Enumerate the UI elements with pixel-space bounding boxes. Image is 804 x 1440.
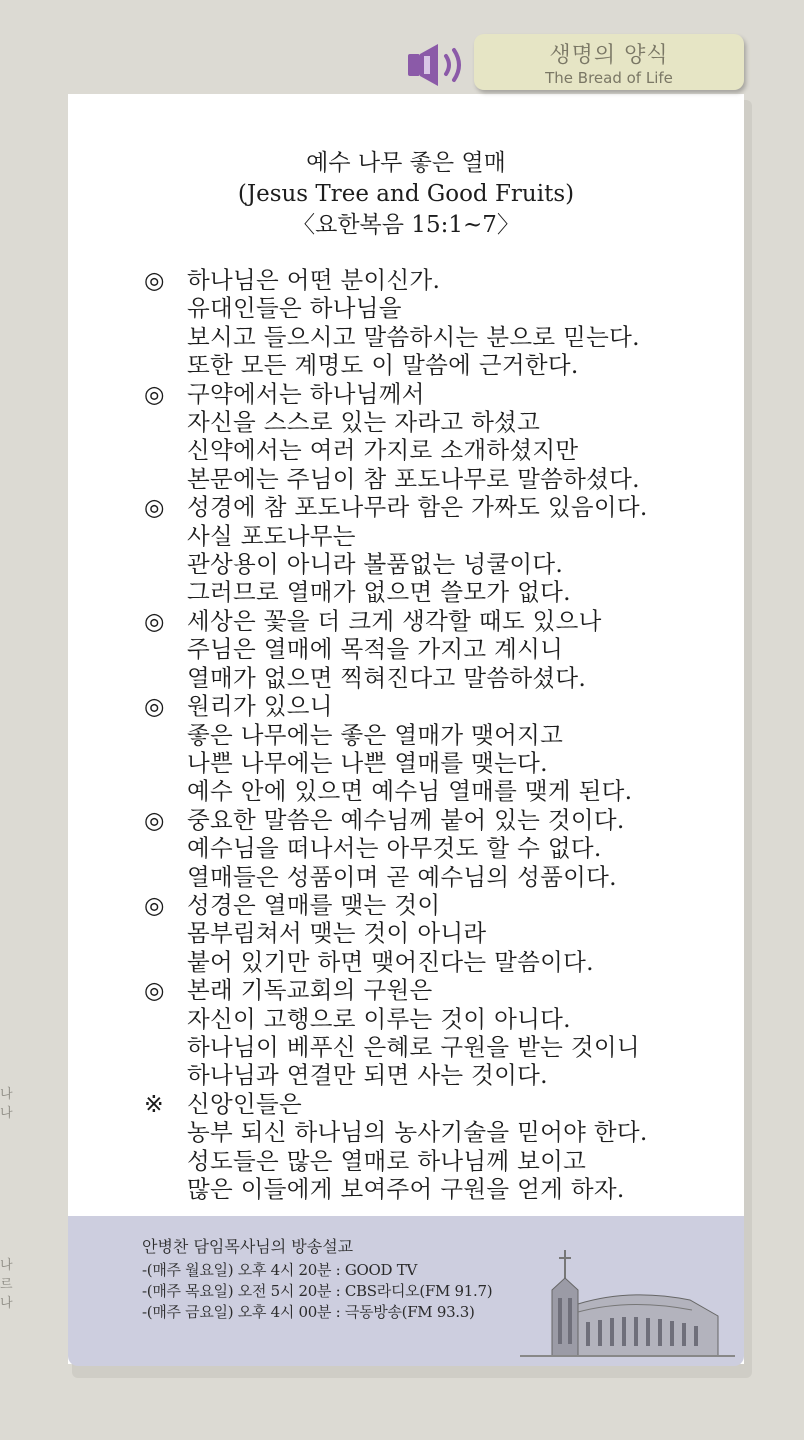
- bullet-mark: ※: [144, 1089, 164, 1118]
- sermon-point: [144, 493, 734, 607]
- sermon-line: 본문에는 주님이 참 포도나무로 말씀하셨다.: [187, 464, 640, 493]
- sermon-line: 많은 이들에게 보여주어 구원을 얻게 하자.: [187, 1175, 625, 1203]
- sermon-line: 구약에서는 하나님께서: [187, 379, 425, 408]
- sermon-line: 예수 안에 있으면 예수님 열매를 맺게 된다.: [187, 777, 633, 806]
- sermon-line: 몸부림쳐서 맺는 것이 아니라: [187, 919, 487, 948]
- sermon-line: 열매들은 성품이며 곧 예수님의 성품이다.: [187, 862, 617, 891]
- sermon-point: [144, 266, 734, 380]
- sermon-line: 보시고 들으시고 말씀하시는 분으로 믿는다.: [187, 322, 640, 351]
- sermon-line: 그러므로 열매가 없으면 쓸모가 없다.: [187, 578, 571, 607]
- sermon-line: 주님은 열매에 목적을 가지고 계시니: [187, 635, 564, 664]
- sermon-line: 관상용이 아니라 볼품없는 넝쿨이다.: [187, 550, 564, 579]
- bullet-mark: ◎: [144, 379, 165, 408]
- sermon-line: 성도들은 많은 열매로 하나님께 보이고: [187, 1146, 587, 1175]
- schedule-monday: -(매주 월요일) 오후 4시 20분 : GOOD TV: [142, 1261, 417, 1279]
- bullet-mark: ◎: [144, 692, 165, 721]
- sermon-line: 농부 되신 하나님의 농사기술을 믿어야 한다.: [187, 1118, 648, 1147]
- sermon-line: 예수님을 떠나서는 아무것도 할 수 없다.: [187, 834, 602, 863]
- sermon-line: 또한 모든 계명도 이 말씀에 근거한다.: [187, 351, 579, 380]
- sermon-body: [144, 266, 734, 1203]
- bullet-mark: ◎: [144, 890, 165, 919]
- sermon-line: 사실 포도나무는: [187, 521, 356, 550]
- sermon-line: 성경에 참 포도나무라 함은 가짜도 있음이다.: [187, 493, 648, 522]
- sermon-point: [144, 891, 734, 976]
- sermon-point: [144, 806, 734, 891]
- sermon-line: 하나님은 어떤 분이신가.: [187, 266, 441, 294]
- bullet-mark: ◎: [144, 266, 165, 294]
- schedule-thursday: -(매주 목요일) 오전 5시 20분 : CBS라디오(FM 91.7): [142, 1282, 493, 1300]
- speaker-volume-icon[interactable]: [404, 40, 470, 90]
- sermon-line: 자신이 고행으로 이루는 것이 아니다.: [187, 1004, 571, 1033]
- sermon-line: 나쁜 나무에는 나쁜 열매를 맺는다.: [187, 748, 548, 777]
- sermon-title-block: [68, 148, 744, 241]
- tag-korean: 생명의 양식: [549, 43, 669, 68]
- sermon-line: 열매가 없으면 찍혀진다고 말씀하셨다.: [187, 663, 587, 692]
- sermon-line: 신약에서는 여러 가지로 소개하셨지만: [187, 436, 579, 465]
- sermon-line: 하나님과 연결만 되면 사는 것이다.: [187, 1061, 548, 1090]
- sermon-line: 붙어 있기만 하면 맺어진다는 말씀이다.: [187, 947, 594, 976]
- sermon-point: [144, 692, 734, 806]
- sermon-line: 성경은 열매를 맺는 것이: [187, 890, 441, 919]
- bread-of-life-tag: [474, 34, 744, 90]
- sermon-point: [144, 976, 734, 1090]
- bullet-mark: ◎: [144, 976, 165, 1005]
- sermon-line: 자신을 스스로 있는 자라고 하셨고: [187, 408, 541, 437]
- sermon-line: 본래 기독교회의 구원은: [187, 976, 433, 1005]
- sermon-line: 하나님이 베푸신 은혜로 구원을 받는 것이니: [187, 1032, 640, 1061]
- bullet-mark: ◎: [144, 805, 165, 834]
- sermon-line: 세상은 꽃을 더 크게 생각할 때도 있으나: [187, 606, 602, 635]
- sermon-line: 유대인들은 하나님을: [187, 294, 402, 323]
- scripture-reference: 〈요한복음 15:1~7〉: [292, 212, 520, 238]
- title-english: (Jesus Tree and Good Fruits): [237, 181, 575, 207]
- tag-english: The Bread of Life: [545, 69, 673, 87]
- church-building-icon: [520, 1238, 735, 1362]
- sermon-line: 원리가 있으니: [187, 692, 333, 721]
- sermon-line: 좋은 나무에는 좋은 열매가 맺어지고: [187, 720, 564, 749]
- sermon-point: [144, 1090, 734, 1204]
- page-edge-cut-text: 나 나 나 르 나: [0, 1087, 13, 1311]
- title-korean: 예수 나무 좋은 열매: [306, 150, 506, 176]
- sermon-line: 중요한 말씀은 예수님께 붙어 있는 것이다.: [187, 805, 625, 834]
- sermon-point: [144, 380, 734, 494]
- sermon-point: [144, 607, 734, 692]
- bullet-mark: ◎: [144, 606, 165, 635]
- broadcast-heading: 안병찬 담임목사님의 방송설교: [142, 1237, 354, 1256]
- sermon-line: 신앙인들은: [187, 1089, 303, 1118]
- schedule-friday: -(매주 금요일) 오후 4시 00분 : 극동방송(FM 93.3): [142, 1303, 475, 1321]
- bullet-mark: ◎: [144, 493, 165, 522]
